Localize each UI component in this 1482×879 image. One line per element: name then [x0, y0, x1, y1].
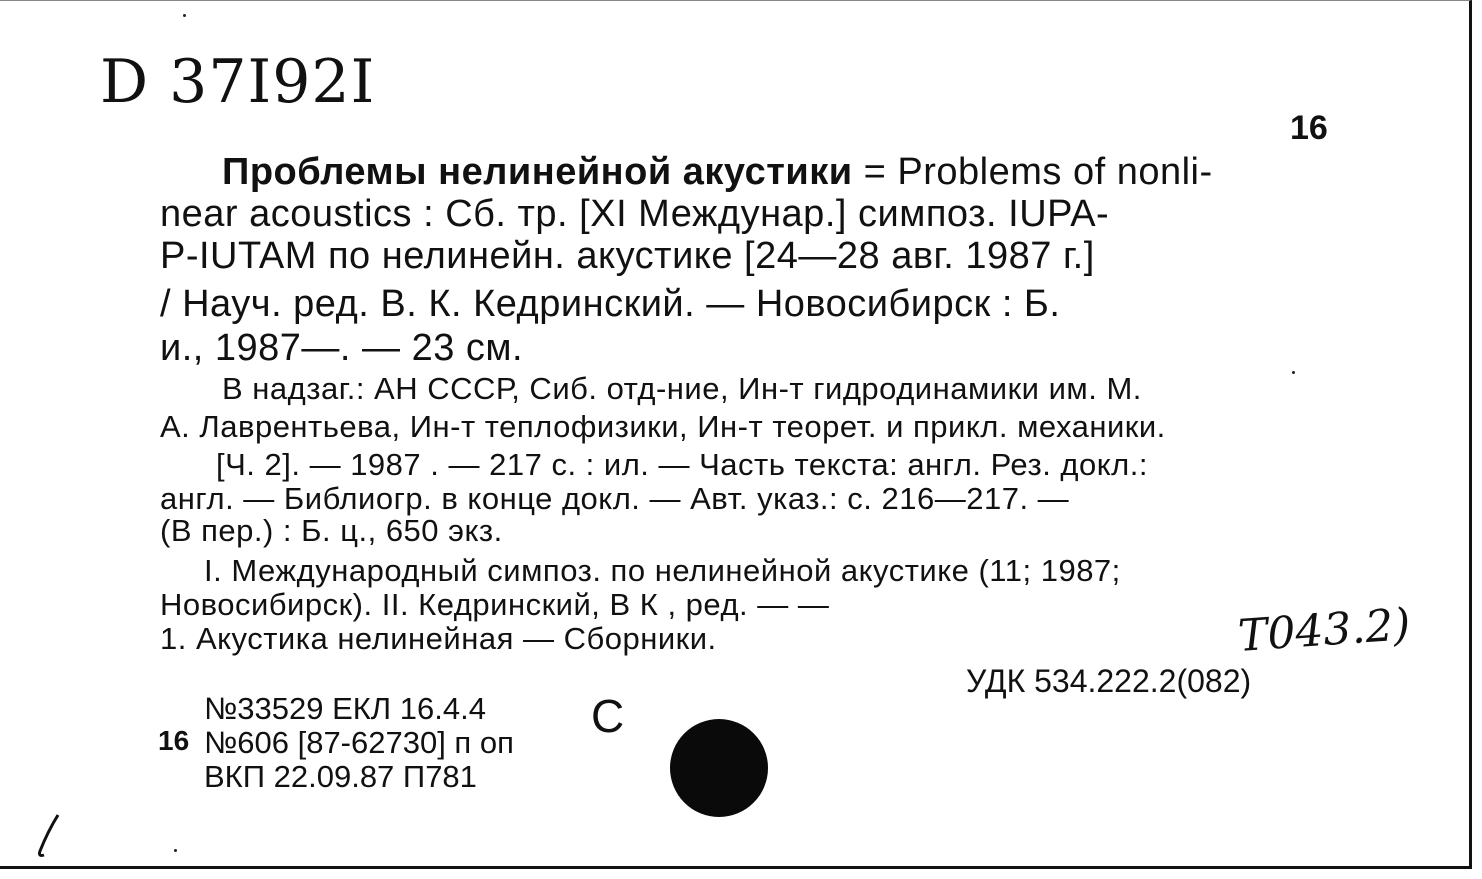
speck: [174, 849, 177, 852]
body-line: P-IUTAM по нелинейн. акустике [24—28 авг. 1987 г.]: [160, 235, 1095, 277]
accession-line: №33529 ЕКЛ 16.4.4: [204, 691, 486, 726]
notes-line: I. Международный симпоз. по нелинейной акустике (11; 1987;: [204, 553, 1121, 588]
udc-code: УДК 534.222.2(082): [966, 663, 1252, 699]
notes-line: (В пер.) : Б. ц., 650 экз.: [160, 513, 503, 548]
call-number: D 37I92I: [100, 47, 376, 117]
volume-number: 16: [1290, 109, 1328, 147]
title-bold: Проблемы нелинейной акустики: [222, 151, 853, 193]
notes-line: Новосибирск). II. Кедринский, В К , ред. — —: [160, 587, 830, 622]
handwritten-code: Т043.2): [1236, 599, 1413, 662]
notes-line: [Ч. 2]. — 1987 . — 217 с. : ил. — Часть текста: англ. Рез. докл.:: [216, 447, 1148, 482]
handwritten-mark-icon: [28, 811, 68, 861]
speck: [1292, 371, 1295, 374]
accession-line: №606 [87-62730] п оп: [204, 725, 514, 760]
notes-line: А. Лаврентьева, Ин-т теплофизики, Ин-т теорет. и прикл. механики.: [160, 409, 1166, 444]
filled-circle-icon: [670, 719, 768, 817]
accession-line: ВКП 22.09.87 П781: [204, 759, 477, 794]
notes-line: 1. Акустика нелинейная — Сборники.: [160, 621, 717, 656]
notes-line: англ. — Библиогр. в конце докл. — Авт. указ.: с. 216—217. —: [160, 481, 1070, 516]
speck: [183, 14, 186, 17]
notes-line: В надзаг.: АН СССР, Сиб. отд-ние, Ин-т гидродинамики им. М.: [222, 371, 1142, 406]
body-line: и., 1987—. — 23 см.: [160, 327, 524, 369]
body-line: = Problems of nonli-: [852, 151, 1213, 193]
body-line: / Науч. ред. В. К. Кедринский. — Новосибирск : Б.: [160, 283, 1061, 325]
letter-c: C: [591, 690, 625, 742]
body-line: near acoustics : Сб. тр. [XI Междунар.] симпоз. IUPA-: [160, 193, 1110, 235]
accession-prefix: 16: [158, 725, 190, 756]
title-line-1: [222, 151, 1213, 194]
